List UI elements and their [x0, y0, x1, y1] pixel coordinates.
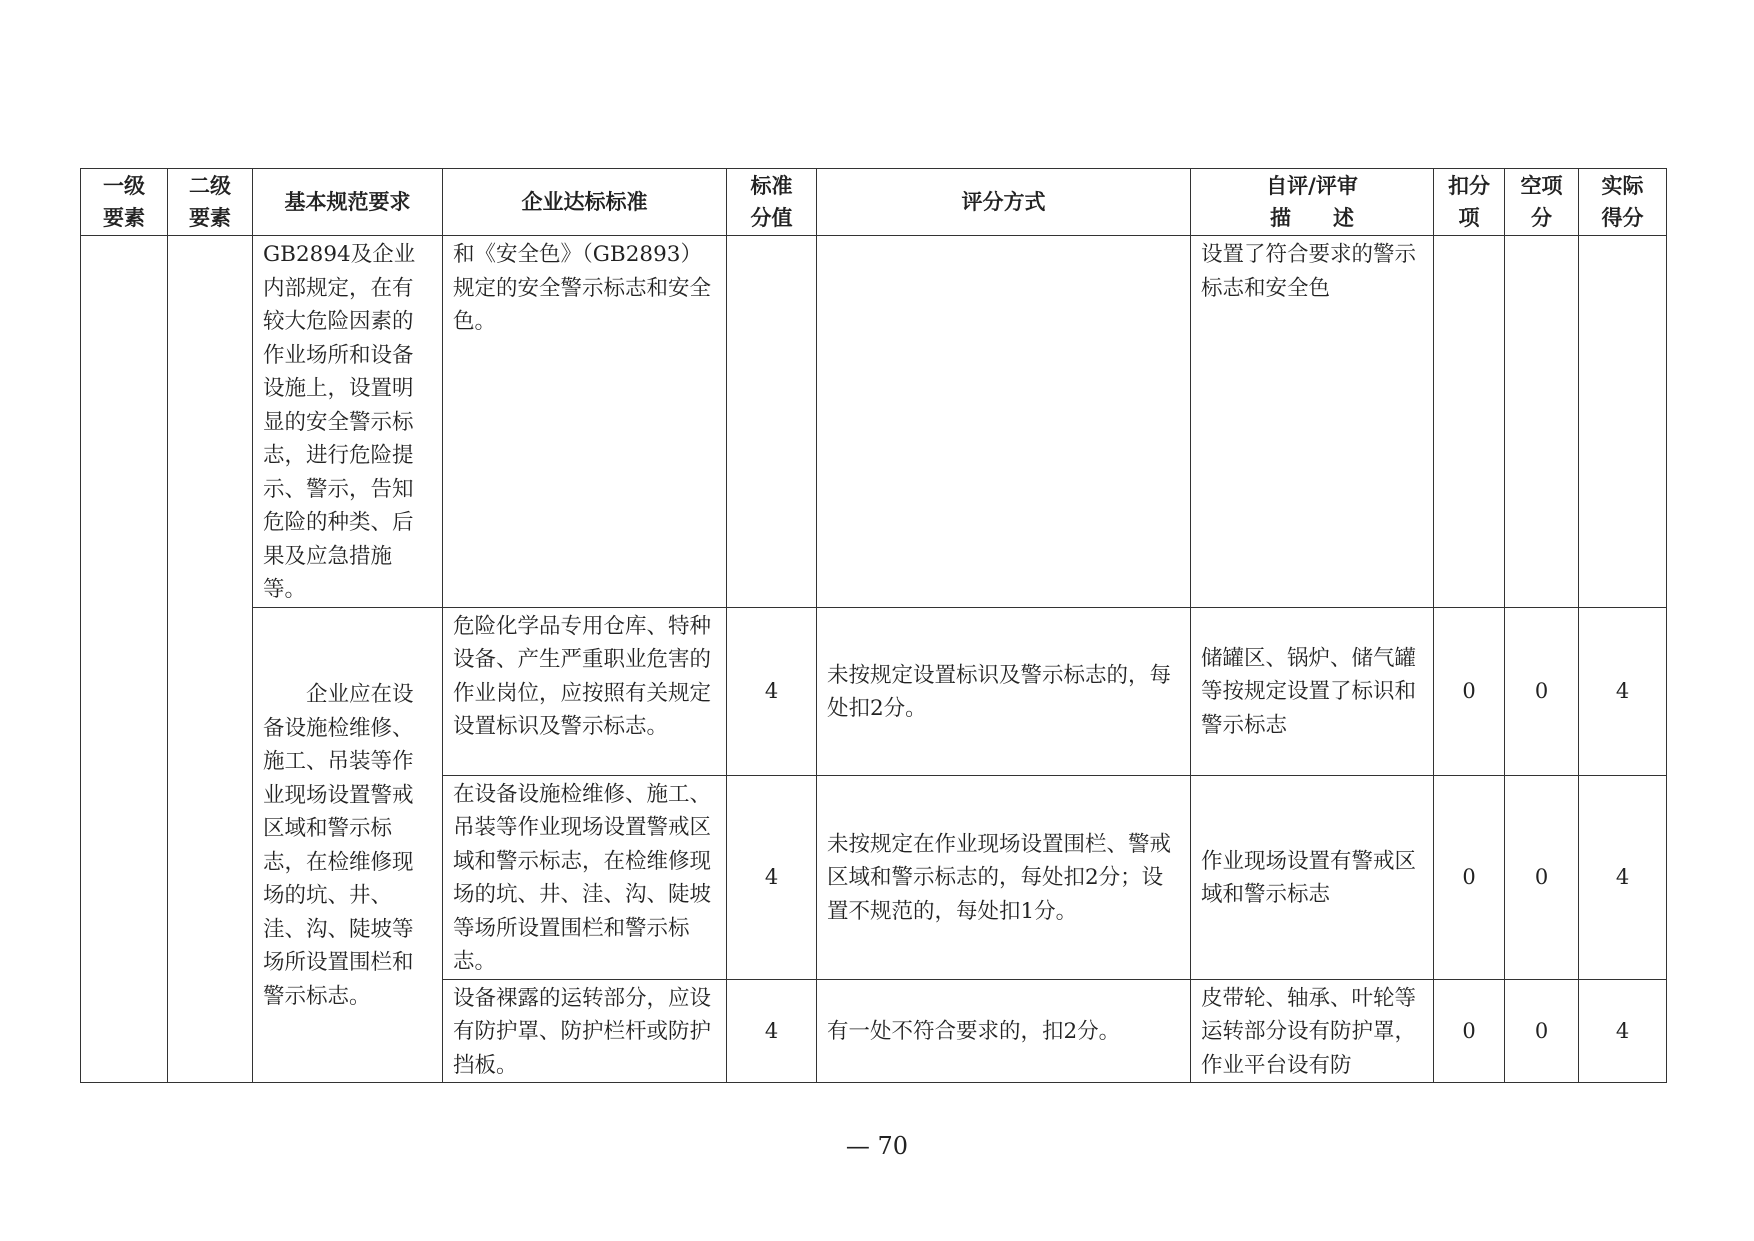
cell-deduct: 0 [1434, 607, 1505, 775]
cell-empty [1505, 236, 1579, 608]
header-level2-element: 二级 要素 [168, 169, 253, 236]
cell-standard: 在设备设施检维修、施工、吊装等作业现场设置警戒区域和警示标志，在检维修现场的坑、井、洼、沟、陡坡等场所设置围栏和警示标志。 [443, 775, 727, 979]
table-row [81, 236, 1667, 608]
cell-actual: 4 [1579, 775, 1667, 979]
cell-score: 4 [727, 979, 817, 1083]
header-basic-requirement: 基本规范要求 [253, 169, 443, 236]
cell-description: 皮带轮、轴承、叶轮等运转部分设有防护罩，作业平台设有防 [1191, 979, 1434, 1083]
cell-method: 有一处不符合要求的，扣2分。 [817, 979, 1191, 1083]
cell-requirement: 企业应在设备设施检维修、施工、吊装等作业现场设置警戒区域和警示标志，在检维修现场的坑、井、洼、沟、陡坡等场所设置围栏和警示标志。 [253, 607, 443, 1083]
cell-deduct: 0 [1434, 979, 1505, 1083]
cell-actual: 4 [1579, 979, 1667, 1083]
cell-score: 4 [727, 607, 817, 775]
cell-empty: 0 [1505, 979, 1579, 1083]
page-number: — 70 [845, 1132, 909, 1160]
cell-level1 [81, 236, 168, 1083]
header-scoring-method: 评分方式 [817, 169, 1191, 236]
cell-empty: 0 [1505, 607, 1579, 775]
cell-standard: 和《安全色》（GB2893）规定的安全警示标志和安全色。 [443, 236, 727, 608]
table-row [81, 607, 1667, 775]
cell-description: 作业现场设置有警戒区域和警示标志 [1191, 775, 1434, 979]
cell-empty: 0 [1505, 775, 1579, 979]
cell-deduct [1434, 236, 1505, 608]
header-deduction: 扣分 项 [1434, 169, 1505, 236]
header-enterprise-standard: 企业达标标准 [443, 169, 727, 236]
table-header-row [81, 169, 1667, 236]
cell-method: 未按规定在作业现场设置围栏、警戒区域和警示标志的，每处扣2分；设置不规范的，每处扣1分。 [817, 775, 1191, 979]
cell-actual: 4 [1579, 607, 1667, 775]
header-actual-score: 实际 得分 [1579, 169, 1667, 236]
cell-score [727, 236, 817, 608]
cell-actual [1579, 236, 1667, 608]
cell-description: 设置了符合要求的警示标志和安全色 [1191, 236, 1434, 608]
cell-score: 4 [727, 775, 817, 979]
cell-description: 储罐区、锅炉、储气罐等按规定设置了标识和警示标志 [1191, 607, 1434, 775]
cell-method [817, 236, 1191, 608]
cell-deduct: 0 [1434, 775, 1505, 979]
cell-level2 [168, 236, 253, 1083]
cell-standard: 设备裸露的运转部分，应设有防护罩、防护栏杆或防护挡板。 [443, 979, 727, 1083]
cell-standard: 危险化学品专用仓库、特种设备、产生严重职业危害的作业岗位，应按照有关规定设置标识及警示标志。 [443, 607, 727, 775]
header-standard-score: 标准 分值 [727, 169, 817, 236]
cell-method: 未按规定设置标识及警示标志的，每处扣2分。 [817, 607, 1191, 775]
header-empty-item: 空项 分 [1505, 169, 1579, 236]
cell-requirement: GB2894及企业内部规定，在有较大危险因素的作业场所和设备设施上，设置明显的安全警示标志，进行危险提示、警示，告知危险的种类、后果及应急措施等。 [253, 236, 443, 608]
header-self-evaluation: 自评/评审 描 述 [1191, 169, 1434, 236]
header-level1-element: 一级 要素 [81, 169, 168, 236]
evaluation-table [80, 168, 1667, 1083]
